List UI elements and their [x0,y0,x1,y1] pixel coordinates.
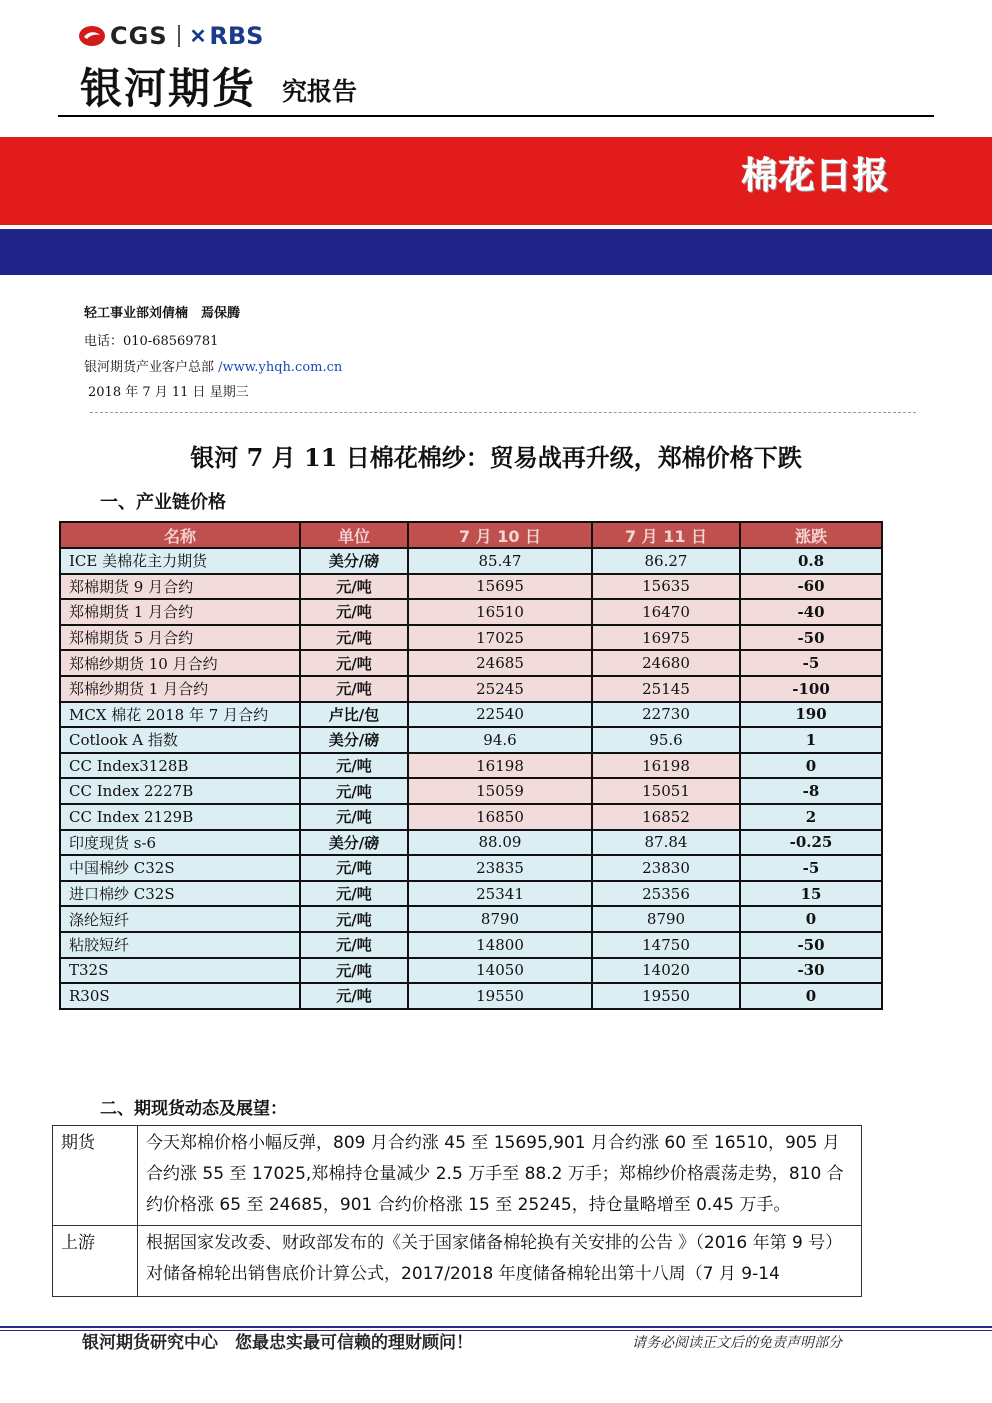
cell-name: 粘胶短纤 [60,932,300,958]
cell-date2: 16975 [592,625,740,651]
analysis-label: 期货 [53,1126,138,1226]
cell-date1: 15059 [408,778,592,804]
cell-date2: 8790 [592,906,740,932]
cell-change: -40 [740,599,882,625]
cell-date2: 24680 [592,650,740,676]
cell-unit: 元/吨 [300,676,408,702]
cgs-logo-icon [78,25,106,47]
cell-change: -50 [740,625,882,651]
cell-date1: 16850 [408,804,592,830]
cell-name: R30S [60,983,300,1009]
cell-unit: 元/吨 [300,932,408,958]
cell-unit: 元/吨 [300,778,408,804]
table-row [60,574,882,600]
report-title: 银河 7 月 11 日棉花棉纱：贸易战再升级，郑棉价格下跌 [190,443,802,472]
cell-unit: 美分/磅 [300,548,408,574]
cell-date2: 23830 [592,855,740,881]
table-row [60,778,882,804]
cell-date1: 15695 [408,574,592,600]
cell-change: -8 [740,778,882,804]
cell-change: -100 [740,676,882,702]
table-row [60,983,882,1009]
table-row [60,548,882,574]
price-table-body [60,548,882,1009]
cell-date2: 15635 [592,574,740,600]
table-row [60,855,882,881]
cell-date2: 15051 [592,778,740,804]
cell-date2: 16852 [592,804,740,830]
analysis-text-cell [138,1226,862,1297]
cell-change: -50 [740,932,882,958]
cell-unit: 元/吨 [300,753,408,779]
cell-date2: 16198 [592,753,740,779]
cell-name: 郑棉纱期货 10 月合约 [60,650,300,676]
cell-date1: 23835 [408,855,592,881]
cell-change: 0.8 [740,548,882,574]
report-type: 究报告 [282,77,358,106]
cell-name: 涤纶短纤 [60,906,300,932]
cell-name: CC Index3128B [60,753,300,779]
cell-change: -5 [740,855,882,881]
cell-date2: 95.6 [592,727,740,753]
cell-date2: 19550 [592,983,740,1009]
cell-change: 0 [740,983,882,1009]
cell-name: CC Index 2129B [60,804,300,830]
logo-rbs-text: RBS [209,22,264,50]
cell-date1: 25245 [408,676,592,702]
cell-name: ICE 美棉花主力期货 [60,548,300,574]
table-row [60,650,882,676]
table-row [60,702,882,728]
cell-date1: 16198 [408,753,592,779]
cell-unit: 元/吨 [300,574,408,600]
cell-unit: 元/吨 [300,958,408,984]
cell-change: 0 [740,906,882,932]
cell-name: Cotlook A 指数 [60,727,300,753]
author-line: 轻工事业部刘倩楠 焉保腾 [84,306,241,321]
table-row [60,625,882,651]
cell-date2: 14750 [592,932,740,958]
table-row [60,881,882,907]
report-date: 2018 年 7 月 11 日 星期三 [88,385,249,400]
banner-blue-band [0,229,992,275]
cell-date1: 17025 [408,625,592,651]
analysis-table [52,1125,862,1297]
cell-change: 0 [740,753,882,779]
cell-date1: 8790 [408,906,592,932]
footer-disclaimer-note: 请务必阅读正文后的免责声明部分 [632,1335,842,1351]
table-row [60,906,882,932]
footer-slogan: 银河期货研究中心 您最忠实最可信赖的理财顾问！ [82,1333,473,1353]
cell-unit: 美分/磅 [300,727,408,753]
table-row [60,727,882,753]
cell-date1: 14050 [408,958,592,984]
cell-unit: 美分/磅 [300,830,408,856]
analysis-row-futures [53,1126,862,1226]
cell-date2: 87.84 [592,830,740,856]
price-table [59,521,883,1010]
analysis-text: 根据国家发改委、财政部发布的《关于国家储备棉轮换有关安排的公告 》（2016 年第 9 号）对储备棉轮出销售底价计算公式，2017/2018 年度储备棉轮出第十八周（7 月 9-14 [146,1233,843,1284]
department-name: 银河期货产业客户总部 [84,360,215,375]
analysis-text: 今天郑棉价格小幅反弹，809 月合约涨 45 至 15695,901 月合约涨 60 至 16510，905 月合约涨 55 至 17025,郑棉持仓量减少 2.5 万手至 88.2 万手；郑棉纱价格震荡走势，810 合约价格涨 65 至 24685，901 合约价格涨 15 至 25245，持仓量略增至 0.45 万手。 [138,1126,862,1226]
logo-divider [178,25,180,47]
cell-name: 郑棉期货 1 月合约 [60,599,300,625]
cell-change: -0.25 [740,830,882,856]
header-unit: 单位 [300,522,408,548]
website-link[interactable]: /www.yhqh.com.cn [218,360,343,375]
cell-name: 印度现货 s-6 [60,830,300,856]
cell-date1: 14800 [408,932,592,958]
cell-date1: 25341 [408,881,592,907]
section-heading-analysis: 二、期现货动态及展望： [100,1099,287,1119]
cell-unit: 元/吨 [300,599,408,625]
cell-name: 中国棉纱 C32S [60,855,300,881]
cell-date2: 16470 [592,599,740,625]
cell-date1: 94.6 [408,727,592,753]
table-row [60,932,882,958]
cell-change: 1 [740,727,882,753]
table-row [60,804,882,830]
cell-date2: 25145 [592,676,740,702]
cell-name: 郑棉期货 5 月合约 [60,625,300,651]
table-row [60,958,882,984]
cell-name: 进口棉纱 C32S [60,881,300,907]
header-name: 名称 [60,522,300,548]
header-change: 涨跌 [740,522,882,548]
cell-date1: 16510 [408,599,592,625]
cell-date1: 85.47 [408,548,592,574]
table-row [60,676,882,702]
cell-unit: 元/吨 [300,804,408,830]
cell-name: MCX 棉花 2018 年 7 月合约 [60,702,300,728]
header-date1: 7 月 10 日 [408,522,592,548]
cell-name: 郑棉期货 9 月合约 [60,574,300,600]
phone-line: 电话：010-68569781 [84,334,219,349]
logo-cgs-text: CGS [110,22,168,50]
cell-unit: 元/吨 [300,983,408,1009]
cell-date2: 25356 [592,881,740,907]
cell-date2: 22730 [592,702,740,728]
department-line [84,356,342,375]
cell-name: T32S [60,958,300,984]
cell-unit: 元/吨 [300,881,408,907]
table-row [60,753,882,779]
table-row [60,599,882,625]
rbs-logo-icon: ✕ [189,24,207,48]
cell-change: -5 [740,650,882,676]
cell-change: 190 [740,702,882,728]
analysis-row-upstream [53,1226,862,1297]
cell-unit: 元/吨 [300,906,408,932]
cell-name: 郑棉纱期货 1 月合约 [60,676,300,702]
cell-change: -60 [740,574,882,600]
cell-change: 2 [740,804,882,830]
cell-date1: 22540 [408,702,592,728]
dashed-divider [90,412,916,413]
cell-date1: 24685 [408,650,592,676]
cell-change: -30 [740,958,882,984]
table-row [60,830,882,856]
company-logo [78,22,263,50]
table-header-row [60,522,882,548]
header-divider [58,115,934,117]
cell-name: CC Index 2227B [60,778,300,804]
cell-unit: 元/吨 [300,625,408,651]
cell-date2: 86.27 [592,548,740,574]
analysis-label: 上游 [53,1226,138,1297]
cell-change: 15 [740,881,882,907]
section-heading-prices: 一、产业链价格 [100,492,226,513]
cell-unit: 元/吨 [300,855,408,881]
cell-unit: 卢比/包 [300,702,408,728]
cell-date1: 88.09 [408,830,592,856]
banner-title: 棉花日报 [741,156,890,197]
brand-name: 银河期货 [80,64,257,113]
cell-date1: 19550 [408,983,592,1009]
header-date2: 7 月 11 日 [592,522,740,548]
cell-date2: 14020 [592,958,740,984]
cell-unit: 元/吨 [300,650,408,676]
